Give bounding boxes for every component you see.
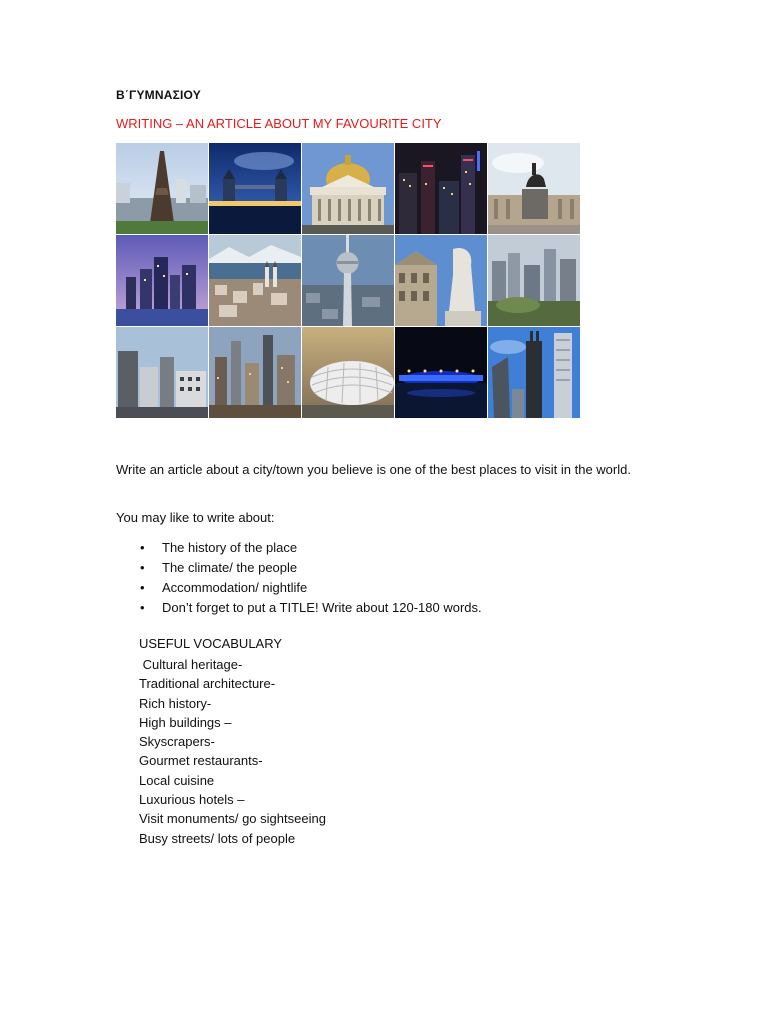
bullet-glyph: • xyxy=(140,560,145,575)
vocab-item: Rich history- xyxy=(139,695,212,711)
statue-square-photo xyxy=(395,235,487,326)
bullet-item xyxy=(116,578,482,598)
bullet-text: Don’t forget to put a TITLE! Write about 120-180 words. xyxy=(162,600,482,615)
class-header: Β΄ΓΥΜΝΑΣΙΟΥ xyxy=(116,88,201,102)
bullet-glyph: • xyxy=(140,580,145,595)
bullet-text: The climate/ the people xyxy=(162,560,298,575)
stadium-photo xyxy=(302,327,394,418)
lakeside-town-photo xyxy=(209,235,301,326)
topic-bullet-list xyxy=(116,538,482,618)
modern-skyline-photo xyxy=(488,235,580,326)
vocab-item: Local cuisine xyxy=(139,772,215,788)
vocab-item: Cultural heritage- xyxy=(139,657,243,672)
intro-paragraph: Write an article about a city/town you believe is one of the best places to visit in the world. xyxy=(116,462,631,477)
eiffel-tower-photo xyxy=(116,143,208,234)
vocab-item: Traditional architecture- xyxy=(139,676,276,692)
equestrian-statue-photo xyxy=(488,143,580,234)
city-night-skyline-photo xyxy=(395,143,487,234)
bullet-text: Accommodation/ nightlife xyxy=(162,580,308,595)
vocab-item: Gourmet restaurants- xyxy=(139,753,263,769)
vocab-item: Busy streets/ lots of people xyxy=(139,830,296,846)
bullet-text: The history of the place xyxy=(162,540,298,555)
vocabulary-list xyxy=(139,655,326,848)
urban-towers-photo xyxy=(209,327,301,418)
blue-lit-bridge-photo xyxy=(395,327,487,418)
tv-tower-photo xyxy=(302,235,394,326)
lead-sentence: You may like to write about: xyxy=(116,510,275,525)
vocab-item: Visit monuments/ go sightseeing xyxy=(139,811,326,827)
bullet-glyph: • xyxy=(140,600,145,615)
bullet-item xyxy=(116,558,482,578)
bullet-glyph: • xyxy=(140,540,145,555)
city-photo-collage xyxy=(116,143,581,420)
worksheet-title: WRITING – AN ARTICLE ABOUT MY FAVOURITE CITY xyxy=(116,116,442,131)
vocab-item: Luxurious hotels – xyxy=(139,792,245,808)
harbour-skyline-photo xyxy=(116,235,208,326)
bullet-item xyxy=(116,538,482,558)
skyscrapers-photo xyxy=(488,327,580,418)
city-blocks-photo xyxy=(116,327,208,418)
vocab-item: Skyscrapers- xyxy=(139,734,215,750)
vocab-item: High buildings – xyxy=(139,714,232,730)
bullet-item xyxy=(116,598,482,618)
tower-bridge-photo xyxy=(209,143,301,234)
domed-state-house-photo xyxy=(302,143,394,234)
vocabulary-heading: USEFUL VOCABULARY xyxy=(139,636,283,651)
